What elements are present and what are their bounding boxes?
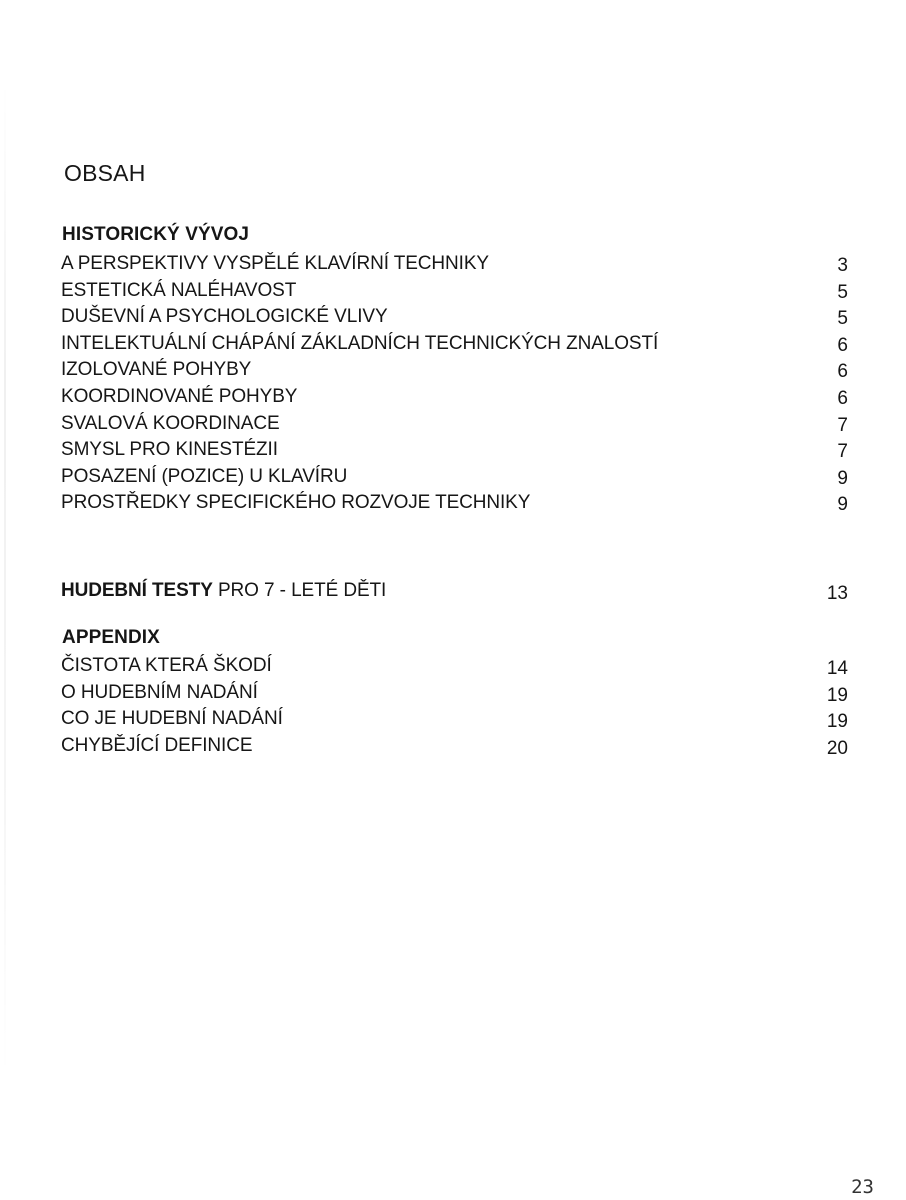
toc-entry[interactable] bbox=[0, 492, 906, 519]
toc-entry-page: 9 bbox=[837, 494, 848, 516]
toc-entry-label: A PERSPEKTIVY VYSPĚLÉ KLAVÍRNÍ TECHNIKY bbox=[61, 253, 489, 274]
toc-entry-page: 7 bbox=[837, 441, 848, 463]
toc-entry-page: 3 bbox=[837, 255, 848, 276]
toc-entry-label: INTELEKTUÁLNÍ CHÁPÁNÍ ZÁKLADNÍCH TECHNICKÝCH ZNALOSTÍ bbox=[61, 332, 659, 354]
toc-entry-page: 7 bbox=[837, 414, 848, 436]
toc-entry-label: ČISTOTA KTERÁ ŠKODÍ bbox=[61, 655, 272, 676]
toc-entry[interactable] bbox=[0, 413, 906, 440]
toc-entry-page: 13 bbox=[826, 583, 848, 604]
toc-entry[interactable] bbox=[0, 280, 906, 307]
toc-entry-label: KOORDINOVANÉ POHYBY bbox=[61, 385, 298, 407]
toc-entry-label: SVALOVÁ KOORDINACE bbox=[61, 412, 280, 434]
toc-entry-page: 6 bbox=[837, 361, 848, 383]
toc-entry-page: 14 bbox=[826, 658, 848, 679]
toc-entry-page: 5 bbox=[837, 281, 848, 303]
toc-entry-page: 5 bbox=[837, 308, 848, 330]
toc-entry-label: O HUDEBNÍM NADÁNÍ bbox=[61, 681, 258, 703]
toc-entry-label: IZOLOVANÉ POHYBY bbox=[61, 359, 252, 381]
toc-entry[interactable] bbox=[0, 253, 906, 280]
toc-entry-page: 20 bbox=[826, 737, 848, 759]
toc-entry-label bbox=[61, 580, 386, 602]
toc-entry-label-bold: HUDEBNÍ TESTY bbox=[61, 580, 213, 601]
section-heading-historicky-vyvoj: HISTORICKÝ VÝVOJ bbox=[62, 224, 250, 245]
toc-entry[interactable] bbox=[0, 655, 906, 682]
toc-entry[interactable] bbox=[0, 466, 906, 493]
toc-entry-page: 9 bbox=[837, 467, 848, 489]
section-heading-appendix: APPENDIX bbox=[62, 627, 160, 648]
toc-entry-label: CHYBĚJÍCÍ DEFINICE bbox=[61, 734, 253, 756]
toc-entry-label: SMYSL PRO KINESTÉZII bbox=[61, 439, 278, 461]
toc-entry-label: POSAZENÍ (POZICE) U KLAVÍRU bbox=[61, 465, 348, 487]
toc-entry-page: 6 bbox=[837, 334, 848, 356]
toc-entry-page: 19 bbox=[826, 711, 848, 733]
toc-entry-label: ESTETICKÁ NALÉHAVOST bbox=[61, 279, 297, 301]
toc-entry-page: 19 bbox=[826, 684, 848, 706]
toc-entry-hudebni-testy[interactable] bbox=[0, 580, 906, 606]
toc-entry[interactable] bbox=[0, 708, 906, 735]
toc-entry-page: 6 bbox=[837, 387, 848, 409]
toc-entry[interactable] bbox=[0, 359, 906, 386]
toc-entry-label-rest: PRO 7 - LETÉ DĚTI bbox=[212, 580, 387, 601]
toc-entry[interactable] bbox=[0, 439, 906, 466]
toc-entry-label: DUŠEVNÍ A PSYCHOLOGICKÉ VLIVY bbox=[61, 306, 388, 328]
toc-entry[interactable] bbox=[0, 735, 906, 762]
toc-list-appendix bbox=[0, 655, 906, 761]
toc-list-historical bbox=[0, 253, 906, 519]
toc-entry-label: PROSTŘEDKY SPECIFICKÉHO ROZVOJE TECHNIKY bbox=[61, 492, 531, 514]
toc-entry[interactable] bbox=[0, 682, 906, 709]
page-title: OBSAH bbox=[64, 160, 146, 186]
toc-entry[interactable] bbox=[0, 386, 906, 413]
page-number: 23 bbox=[851, 1176, 874, 1198]
toc-entry[interactable] bbox=[0, 333, 906, 360]
toc-entry-label: CO JE HUDEBNÍ NADÁNÍ bbox=[61, 708, 283, 730]
toc-entry[interactable] bbox=[0, 306, 906, 333]
